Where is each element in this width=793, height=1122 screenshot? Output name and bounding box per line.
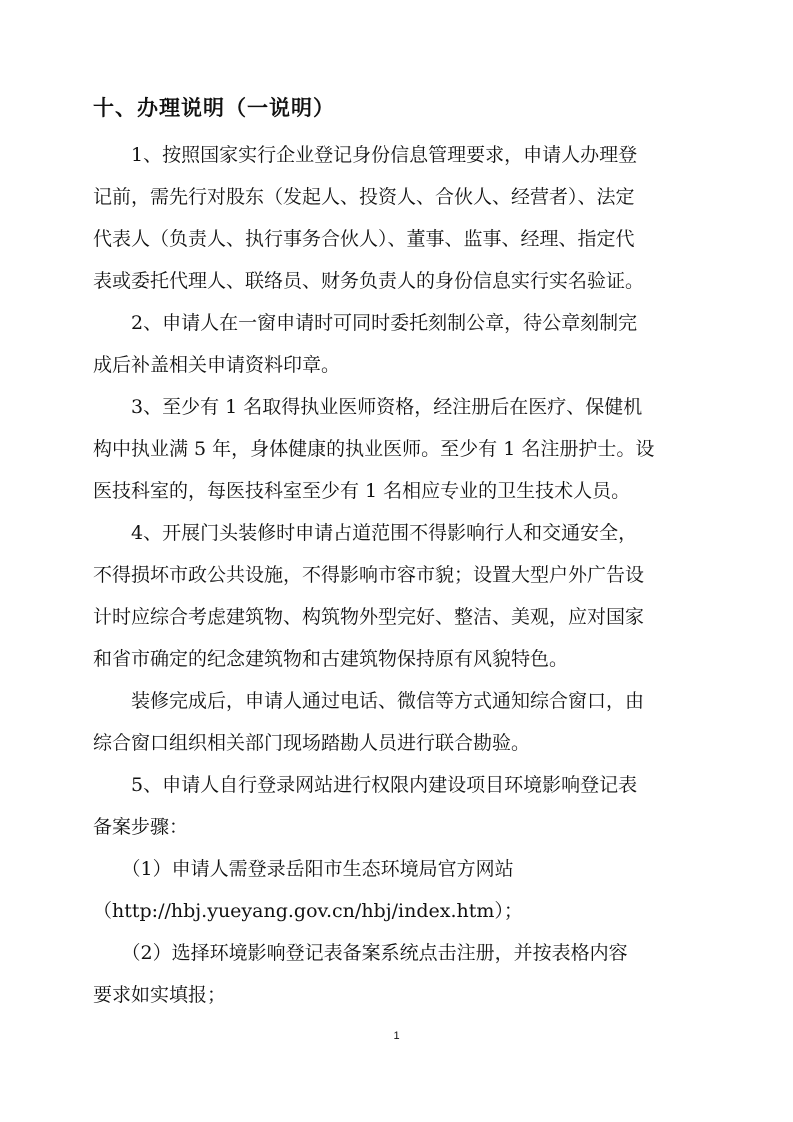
- paragraph-5-line-2: 综合窗口组织相关部门现场踏勘人员进行联合勘验。: [93, 732, 531, 754]
- paragraph-3-line-3: 医技科室的，每医技科室至少有 1 名相应专业的卫生技术人员。: [93, 480, 631, 502]
- paragraph-6-line-2: 备案步骤：: [93, 816, 189, 838]
- paragraph-1-line-1: 1、按照国家实行企业登记身份信息管理要求，申请人办理登: [93, 144, 638, 166]
- paragraph-2-line-2: 成后补盖相关申请资料印章。: [93, 354, 341, 376]
- paragraph-1-line-3: 代表人（负责人、执行事务合伙人）、董事、监事、经理、指定代: [93, 228, 635, 250]
- paragraph-3-line-2: 构中执业满 5 年，身体健康的执业医师。至少有 1 名注册护士。设: [93, 438, 655, 460]
- page-number: 1: [393, 1030, 400, 1042]
- paragraph-3-line-1: 3、至少有 1 名取得执业医师资格，经注册后在医疗、保健机: [93, 396, 643, 418]
- paragraph-7-line-1: （1）申请人需登录岳阳市生态环境局官方网站: [93, 858, 514, 880]
- paragraph-7-line-2: （http://hbj.yueyang.gov.cn/hbj/index.htm）；: [93, 900, 523, 922]
- paragraph-2-line-1: 2、申请人在一窗申请时可同时委托刻制公章，待公章刻制完: [93, 312, 638, 334]
- paragraph-4-line-2: 不得损坏市政公共设施，不得影响市容市貌；设置大型户外广告设: [93, 564, 645, 586]
- paragraph-1-line-2: 记前，需先行对股东（发起人、投资人、合伙人、经营者）、法定: [93, 186, 635, 208]
- paragraph-4-line-3: 计时应综合考虑建筑物、构筑物外型完好、整洁、美观，应对国家: [93, 606, 645, 628]
- paragraph-5-line-1: 装修完成后，申请人通过电话、微信等方式通知综合窗口，由: [93, 690, 645, 712]
- paragraph-8-line-2: 要求如实填报；: [93, 984, 227, 1006]
- paragraph-1-line-4: 表或委托代理人、联络员、财务负责人的身份信息实行实名验证。: [93, 270, 645, 292]
- paragraph-4-line-1: 4、开展门头装修时申请占道范围不得影响行人和交通安全，: [93, 522, 638, 544]
- section-heading: 十、办理说明（一说明）: [93, 96, 335, 120]
- paragraph-8-line-1: （2）选择环境影响登记表备案系统点击注册，并按表格内容: [93, 942, 628, 964]
- paragraph-6-line-1: 5、申请人自行登录网站进行权限内建设项目环境影响登记表: [93, 774, 638, 796]
- paragraph-4-line-4: 和省市确定的纪念建筑物和古建筑物保持原有风貌特色。: [93, 648, 569, 670]
